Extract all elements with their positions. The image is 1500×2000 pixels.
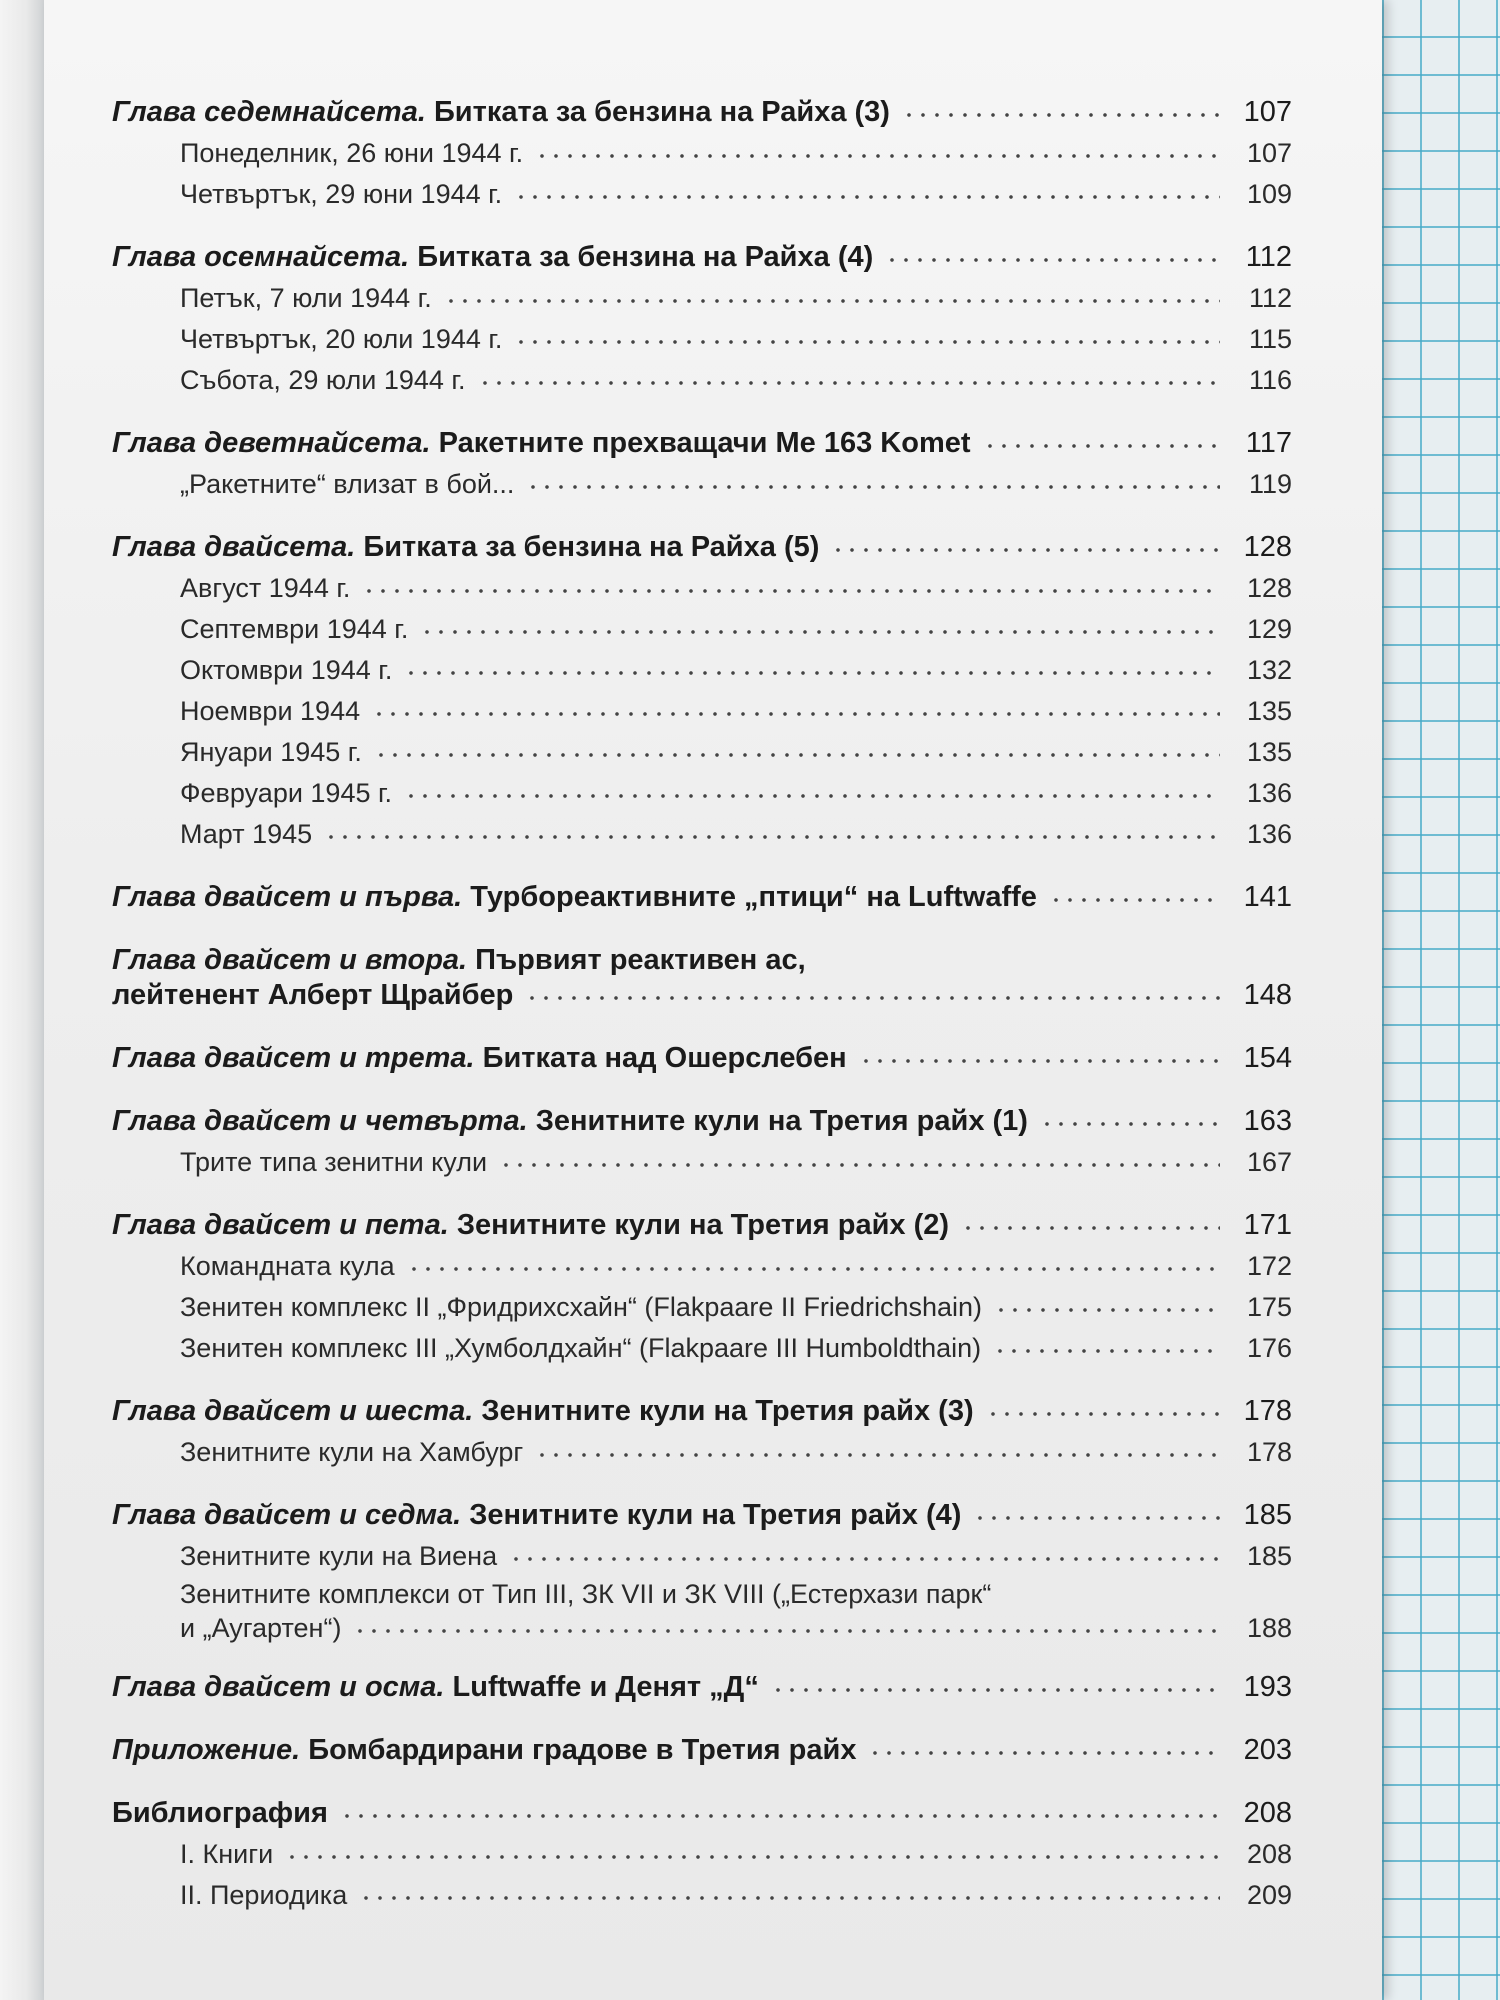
toc-subentry [112, 691, 1292, 732]
subentry-text: Зенитен комплекс II „Фридрихсхайн“ (Flakpaare II Friedrichshain) [180, 1292, 982, 1322]
chapter-title: Първият реактивен ас, [475, 944, 806, 976]
chapter-prefix: Глава двайсет и седма. [112, 1499, 462, 1531]
chapter-title: Библиография [112, 1797, 328, 1829]
dot-leader [514, 195, 1220, 199]
toc-heading-line [112, 527, 1292, 568]
dot-leader [859, 1059, 1220, 1063]
chapter-title: Ракетните прехващачи Me 163 Komet [438, 427, 971, 459]
chapter-prefix: Глава двайсет и четвърта. [112, 1105, 528, 1137]
chapter-title: Зенитните кули на Третия райх (4) [469, 1499, 962, 1531]
chapter-title: Битката за бензина на Райха (5) [363, 531, 820, 563]
toc-subentry [112, 1834, 1292, 1875]
dot-leader [514, 340, 1220, 344]
chapter-prefix: Глава двайсета. [112, 531, 356, 563]
chapter-title: Турбореактивните „птици“ на Luftwaffe [470, 881, 1037, 913]
toc-entry [112, 1495, 1292, 1645]
toc-heading-line [112, 877, 1292, 918]
toc-heading-line [112, 1205, 1292, 1246]
dot-leader [535, 1453, 1220, 1457]
toc-entry [112, 877, 1292, 918]
chapter-prefix: Глава деветнайсета. [112, 427, 431, 459]
chapter-title: Битката за бензина на Райха (3) [433, 96, 890, 128]
chapter-title: Битката над Ошерслебен [482, 1042, 847, 1074]
background-grid-paper [1382, 0, 1500, 2000]
subentry-text: Януари 1945 г. [180, 737, 362, 767]
dot-leader [885, 258, 1220, 262]
page-number: 109 [1246, 179, 1292, 209]
page-number: 193 [1243, 1671, 1292, 1703]
page-number: 136 [1246, 778, 1292, 808]
toc-heading-line [112, 1667, 1292, 1708]
dot-leader [526, 485, 1220, 489]
toc-heading-text [112, 423, 971, 464]
page-number: 119 [1248, 469, 1292, 499]
page-number: 141 [1243, 881, 1292, 913]
toc-heading-text [112, 1391, 974, 1432]
chapter-title-continued: лейтенент Алберт Щрайбер [112, 979, 514, 1011]
dot-leader [407, 1267, 1220, 1271]
toc-subentry [112, 814, 1292, 855]
toc-heading-text [112, 527, 819, 568]
dot-leader [499, 1163, 1220, 1167]
page-number: 107 [1243, 96, 1292, 128]
toc-subentry [112, 773, 1292, 814]
page-number: 185 [1243, 1499, 1292, 1531]
dot-leader [986, 1412, 1220, 1416]
dot-leader [771, 1688, 1220, 1692]
dot-leader [324, 835, 1220, 839]
toc-subentry [112, 568, 1292, 609]
page-number: 136 [1246, 819, 1292, 849]
chapter-title: Бомбардирани градове в Третия райх [308, 1734, 857, 1766]
dot-leader [404, 671, 1220, 675]
toc-subentry [112, 732, 1292, 773]
chapter-prefix: Глава двайсет и трета. [112, 1042, 475, 1074]
page-number: 132 [1246, 655, 1292, 685]
page-number: 128 [1246, 573, 1292, 603]
chapter-prefix: Глава двайсет и пета. [112, 1209, 449, 1241]
toc-heading-text [112, 237, 873, 278]
dot-leader [509, 1557, 1220, 1561]
toc-heading-text [112, 975, 513, 1016]
book-page [44, 0, 1382, 2000]
toc-entry [112, 1391, 1292, 1473]
dot-leader [868, 1751, 1220, 1755]
subentry-text: „Ракетните“ влизат в бой... [180, 469, 515, 499]
toc-entry [112, 1205, 1292, 1369]
dot-leader [525, 996, 1220, 1000]
dot-leader [478, 381, 1221, 385]
page-number: 172 [1246, 1251, 1292, 1281]
dot-leader [983, 444, 1220, 448]
toc-subentry [112, 1432, 1292, 1473]
subentry-text: Командната кула [180, 1251, 395, 1281]
subentry-text: Понеделник, 26 юни 1944 г. [180, 138, 524, 168]
toc-entry [112, 1038, 1292, 1079]
toc-entry [112, 940, 1292, 1016]
page-number: 154 [1243, 1042, 1292, 1074]
toc-subentry [112, 1246, 1292, 1287]
subentry-text: I. Книги [180, 1839, 274, 1869]
toc-heading-text [112, 1101, 1028, 1142]
page-number: 148 [1243, 979, 1292, 1011]
subentry-text: Септември 1944 г. [180, 614, 409, 644]
page-number: 178 [1246, 1437, 1292, 1467]
page-number: 171 [1243, 1209, 1292, 1241]
page-number: 116 [1248, 365, 1292, 395]
chapter-prefix: Глава двайсет и втора. [112, 944, 468, 976]
toc-heading-line [112, 237, 1292, 278]
toc-subentry [112, 1577, 1292, 1611]
page-number: 208 [1243, 1797, 1292, 1829]
subentry-text: Зенитните комплекси от Тип III, ЗК VII и ЗК VIII („Естерхази парк“ [180, 1579, 992, 1609]
toc-subentry [112, 650, 1292, 691]
page-number: 135 [1246, 696, 1292, 726]
toc-entry [112, 423, 1292, 505]
toc-heading-line [112, 1101, 1292, 1142]
dot-leader [994, 1308, 1220, 1312]
toc-heading-line [112, 975, 1292, 1016]
subentry-text: Март 1945 [180, 819, 313, 849]
subentry-text: Четвъртък, 20 юли 1944 г. [180, 324, 503, 354]
toc-entry [112, 1101, 1292, 1183]
subentry-text: Четвъртък, 29 юни 1944 г. [180, 179, 503, 209]
toc-subentry [112, 278, 1292, 319]
dot-leader [285, 1855, 1220, 1859]
toc-heading-text [112, 877, 1037, 918]
toc-entry [112, 1793, 1292, 1916]
page-number: 185 [1246, 1541, 1292, 1571]
dot-leader [372, 712, 1220, 716]
subentry-text: Петък, 7 юли 1944 г. [180, 283, 432, 313]
toc-heading-line [112, 1730, 1292, 1771]
subentry-text: Зенитните кули на Виена [180, 1541, 498, 1571]
toc-heading-text [112, 92, 890, 133]
chapter-title: Зенитните кули на Третия райх (1) [535, 1105, 1028, 1137]
chapter-title: Зенитните кули на Третия райх (2) [456, 1209, 950, 1241]
toc-subentry [112, 1536, 1292, 1577]
subentry-text: Ноември 1944 [180, 696, 361, 726]
dot-leader [1049, 898, 1220, 902]
dot-leader [359, 1896, 1220, 1900]
dot-leader [444, 299, 1220, 303]
toc-subentry [112, 1875, 1292, 1916]
toc-subentry [112, 319, 1292, 360]
chapter-prefix: Глава осемнайсета. [112, 241, 410, 273]
chapter-prefix: Глава двайсет и шеста. [112, 1395, 474, 1427]
page-number: 117 [1245, 427, 1292, 459]
toc-subentry [112, 174, 1292, 215]
chapter-prefix: Глава двайсет и осма. [112, 1671, 445, 1703]
dot-leader [404, 794, 1220, 798]
chapter-prefix: Глава двайсет и първа. [112, 881, 463, 913]
toc-subentry [112, 360, 1292, 401]
toc-heading-text [112, 1205, 949, 1246]
page-number: 112 [1248, 283, 1292, 313]
dot-leader [535, 154, 1220, 158]
chapter-title: Зенитните кули на Третия райх (3) [481, 1395, 974, 1427]
page-number: 107 [1246, 138, 1292, 168]
chapter-prefix: Приложение. [112, 1734, 301, 1766]
toc-entry [112, 237, 1292, 401]
page-number: 115 [1248, 324, 1292, 354]
page-number: 163 [1243, 1105, 1292, 1137]
toc-subentry [112, 609, 1292, 650]
dot-leader [340, 1814, 1220, 1818]
toc-heading-line [112, 92, 1292, 133]
dot-leader [420, 630, 1220, 634]
toc-heading-text [112, 1793, 328, 1834]
toc-subentry [112, 1328, 1292, 1369]
toc-heading-text [112, 1495, 961, 1536]
dot-leader [362, 589, 1220, 593]
subentry-text: Октомври 1944 г. [180, 655, 393, 685]
toc-heading-line [112, 1495, 1292, 1536]
dot-leader [374, 753, 1220, 757]
subentry-text: Събота, 29 юли 1944 г. [180, 365, 466, 395]
dot-leader [973, 1516, 1220, 1520]
dot-leader [961, 1226, 1220, 1230]
toc-heading-line [112, 1793, 1292, 1834]
subentry-text: Зенитните кули на Хамбург [180, 1437, 524, 1467]
dot-leader [1040, 1122, 1220, 1126]
toc-entry [112, 1730, 1292, 1771]
toc-entry [112, 527, 1292, 855]
page-number: 112 [1245, 241, 1292, 273]
dot-leader [831, 548, 1220, 552]
page-number: 128 [1243, 531, 1292, 563]
chapter-title: Luftwaffe и Денят „Д“ [452, 1671, 759, 1703]
page-number: 176 [1246, 1333, 1292, 1363]
page-number: 209 [1246, 1880, 1292, 1910]
toc-subentry [112, 1287, 1292, 1328]
toc-entry [112, 1667, 1292, 1708]
toc-heading-line [112, 1391, 1292, 1432]
toc-subentry [112, 1142, 1292, 1183]
page-number: 175 [1246, 1292, 1292, 1322]
page-number: 129 [1246, 614, 1292, 644]
subentry-text: Зенитен комплекс III „Хумболдхайн“ (Flakpaare III Humboldthain) [180, 1333, 982, 1363]
toc-subentry [112, 1611, 1292, 1645]
chapter-prefix: Глава седемнайсета. [112, 96, 426, 128]
dot-leader [902, 113, 1220, 117]
page-number: 208 [1246, 1839, 1292, 1869]
subentry-text: Август 1944 г. [180, 573, 351, 603]
toc-heading-text [112, 1038, 847, 1079]
table-of-contents [112, 92, 1292, 1938]
toc-subentry [112, 133, 1292, 174]
toc-heading-line [112, 1038, 1292, 1079]
left-page-edge [0, 0, 46, 2000]
toc-heading-line [112, 423, 1292, 464]
subentry-text-continued: и „Аугартен“) [180, 1613, 342, 1643]
dot-leader [353, 1629, 1220, 1633]
page-number: 188 [1246, 1613, 1292, 1643]
dot-leader [993, 1349, 1220, 1353]
subentry-text: Февруари 1945 г. [180, 778, 393, 808]
chapter-title: Битката за бензина на Райха (4) [417, 241, 874, 273]
toc-heading-text [112, 1730, 856, 1771]
page-number: 135 [1246, 737, 1292, 767]
toc-subentry [112, 464, 1292, 505]
page-number: 203 [1243, 1734, 1292, 1766]
subentry-text: Трите типа зенитни кули [180, 1147, 488, 1177]
page-number: 178 [1243, 1395, 1292, 1427]
subentry-text: II. Периодика [180, 1880, 348, 1910]
page-number: 167 [1246, 1147, 1292, 1177]
toc-heading-text [112, 1667, 759, 1708]
toc-entry [112, 92, 1292, 215]
